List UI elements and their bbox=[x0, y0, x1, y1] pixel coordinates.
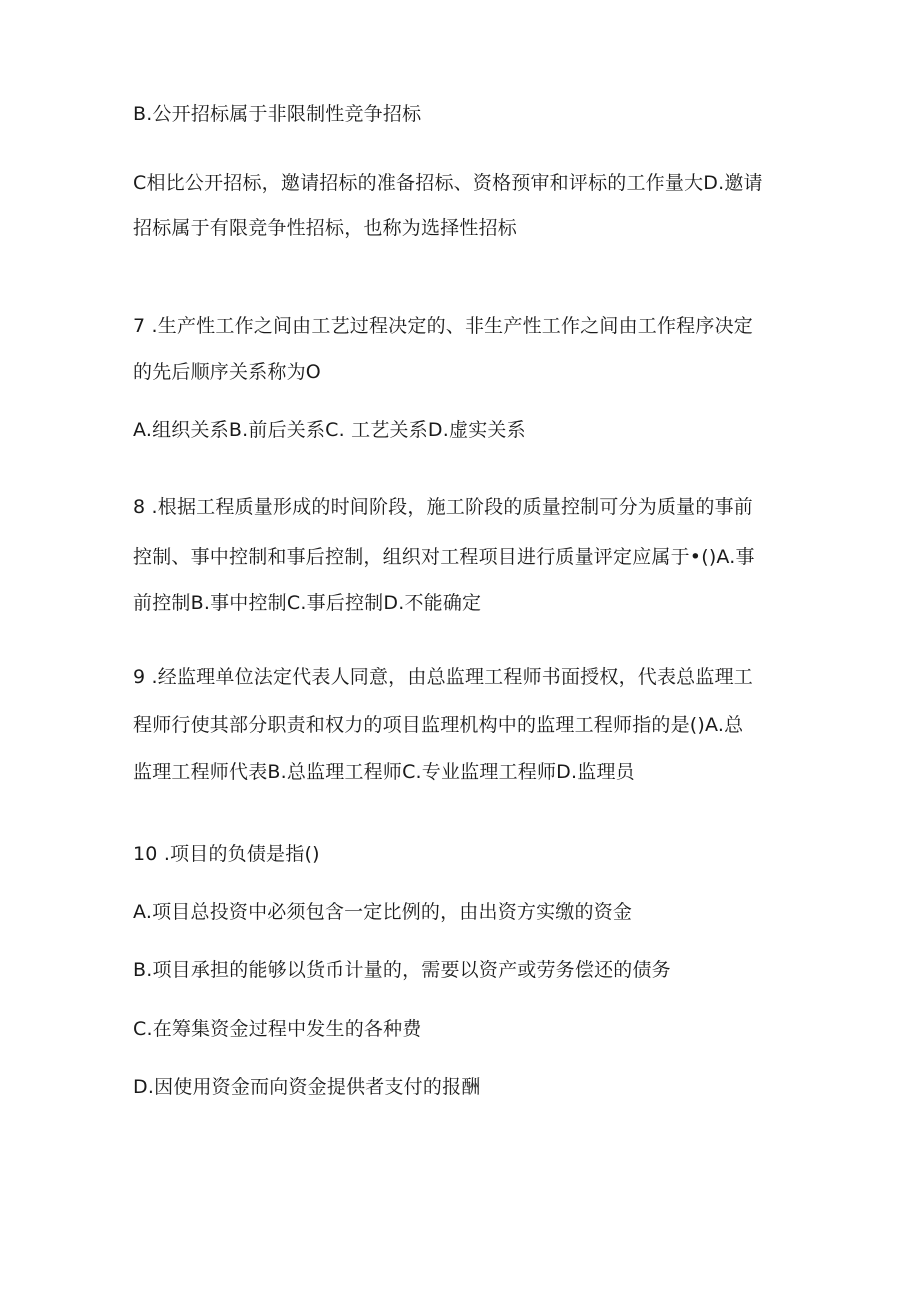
option-c-d-q6-line2: 招标属于有限竞争性招标，也称为选择性招标 bbox=[133, 217, 518, 239]
question-10-option-a: A.项目总投资中必须包含一定比例的，由出资方实缴的资金 bbox=[133, 901, 633, 923]
question-10-option-b: B.项目承担的能够以货币计量的，需要以资产或劳务偿还的债务 bbox=[133, 959, 671, 981]
question-7-options: A.组织关系B.前后关系C. 工艺关系D.虚实关系 bbox=[133, 419, 526, 441]
question-8-line2: 控制、事中控制和事后控制，组织对工程项目进行质量评定应属于•()A.事 bbox=[133, 546, 755, 568]
question-8-line1: 8 .根据工程质量形成的时间阶段，施工阶段的质量控制可分为质量的事前 bbox=[133, 496, 753, 518]
question-10-option-c: C.在筹集资金过程中发生的各种费 bbox=[133, 1018, 422, 1040]
question-10-stem: 10 .项目的负债是指() bbox=[133, 843, 320, 865]
question-10-option-d: D.因使用资金而向资金提供者支付的报酬 bbox=[133, 1076, 481, 1098]
question-8-line3: 前控制B.事中控制C.事后控制D.不能确定 bbox=[133, 592, 482, 614]
question-7-line1: 7 .生产性工作之间由工艺过程决定的、非生产性工作之间由工作程序决定 bbox=[133, 315, 753, 337]
question-9-line3: 监理工程师代表B.总监理工程师C.专业监理工程师D.监理员 bbox=[133, 761, 635, 783]
option-b-q6: B.公开招标属于非限制性竞争招标 bbox=[133, 103, 422, 125]
option-c-d-q6-line1: C相比公开招标，邀请招标的准备招标、资格预审和评标的工作量大D.邀请 bbox=[133, 172, 763, 194]
question-9-line2: 程师行使其部分职责和权力的项目监理机构中的监理工程师指的是()A.总 bbox=[133, 714, 744, 736]
question-9-line1: 9 .经监理单位法定代表人同意，由总监理工程师书面授权，代表总监理工 bbox=[133, 666, 753, 688]
question-7-line2: 的先后顺序关系称为O bbox=[133, 361, 321, 383]
